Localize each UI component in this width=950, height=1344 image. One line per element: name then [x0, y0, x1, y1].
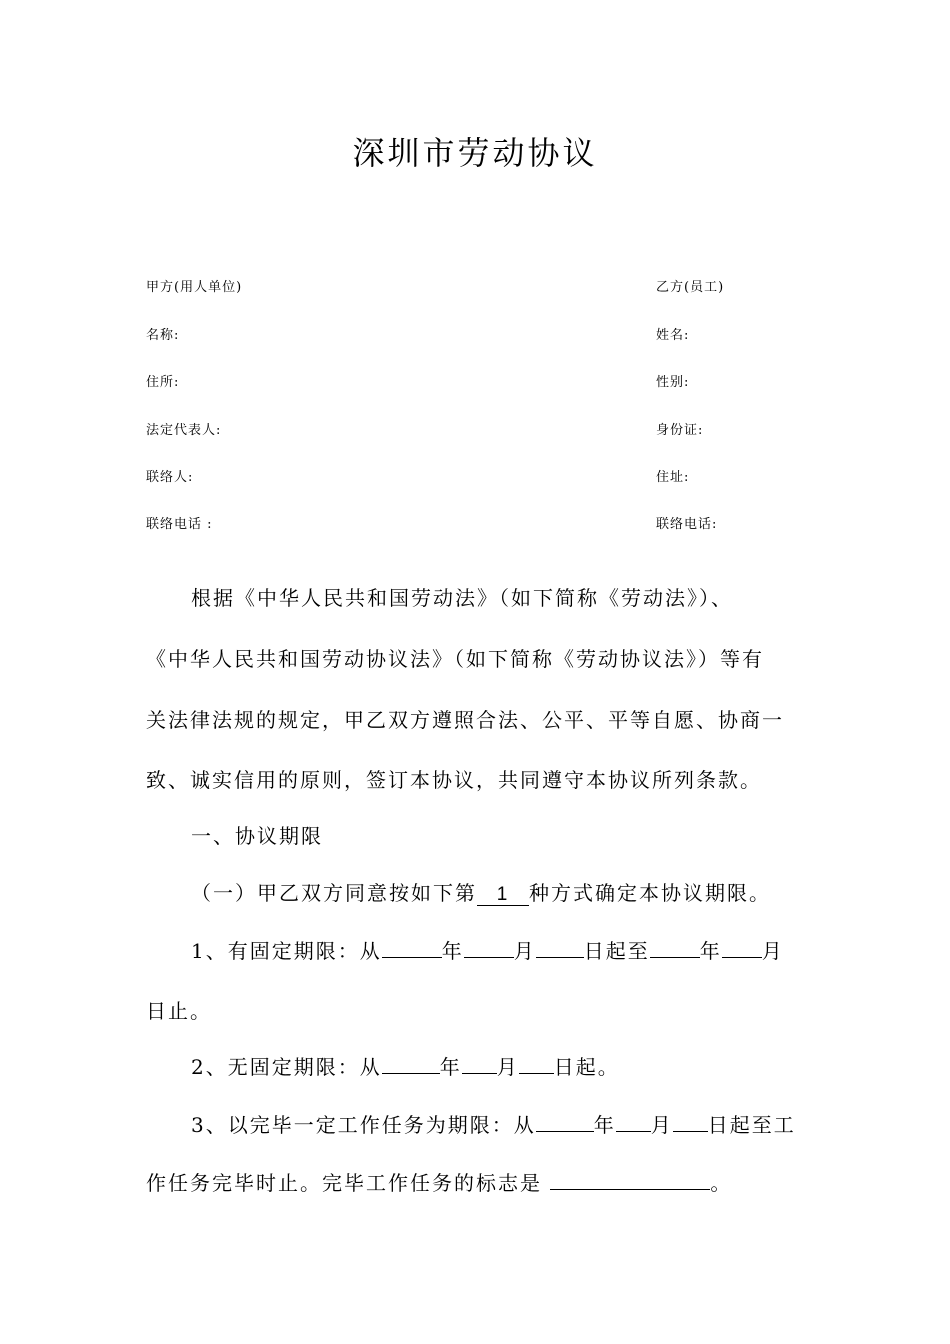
- task-completion-end: 。: [710, 1171, 733, 1195]
- document-title: 深圳市劳动协议: [352, 134, 598, 172]
- party-b-name-label: 姓名:: [656, 328, 690, 343]
- intro-line-3: 关法律法规的规定，甲乙双方遵照合法、公平、平等自愿、协商一: [146, 708, 784, 732]
- task-start-month-blank: [616, 1111, 651, 1132]
- task-start-day-blank: [673, 1111, 708, 1132]
- party-a-contact-label: 联络人:: [146, 470, 194, 485]
- open-year-label: 年: [439, 1055, 462, 1079]
- fixed-start-year-blank: [382, 937, 442, 958]
- party-b-gender-label: 性别:: [656, 375, 690, 390]
- party-b-id-label: 身份证:: [656, 423, 704, 438]
- intro-line-1: 根据《中华人民共和国劳动法》（如下简称《劳动法》）、: [191, 586, 733, 610]
- fixed-term-end: 日止。: [146, 999, 212, 1023]
- task-start-year-blank: [536, 1111, 594, 1132]
- task-term-line-2: [146, 1167, 732, 1196]
- task-completion-text: 作任务完毕时止。完毕工作任务的标志是: [146, 1171, 542, 1195]
- open-start-year-blank: [382, 1053, 440, 1074]
- party-a-address-label: 住所:: [146, 375, 180, 390]
- term-method-clause: [191, 877, 771, 906]
- term-method-value: 1: [477, 885, 529, 906]
- party-b-phone-label: 联络电话:: [656, 517, 718, 532]
- fixed-end-year-blank: [650, 937, 700, 958]
- fixed-year2-label: 年: [699, 939, 722, 963]
- open-end-label: 日起。: [553, 1055, 620, 1079]
- fixed-month2-label: 月: [761, 939, 784, 963]
- open-start-day-blank: [519, 1053, 554, 1074]
- fixed-month-label: 月: [513, 939, 536, 963]
- task-month-label: 月: [650, 1113, 673, 1137]
- fixed-start-month-blank: [464, 937, 514, 958]
- open-term-line: [191, 1051, 620, 1080]
- party-b-header: 乙方(员工): [656, 280, 725, 295]
- party-b-address-label: 住址:: [656, 470, 690, 485]
- party-a-phone-label: 联络电话 :: [146, 517, 213, 532]
- task-completion-blank: [550, 1169, 710, 1190]
- task-day-to-label: 日起至工: [707, 1113, 796, 1137]
- intro-line-4: 致、诚实信用的原则，签订本协议，共同遵守本协议所列条款。: [146, 768, 762, 792]
- fixed-start-day-blank: [536, 937, 584, 958]
- fixed-term-line: [191, 935, 784, 964]
- task-term-line: [191, 1109, 796, 1138]
- open-term-prefix: 2、无固定期限：从: [191, 1055, 382, 1079]
- open-start-month-blank: [462, 1053, 497, 1074]
- fixed-end-month-blank: [722, 937, 762, 958]
- fixed-year-label: 年: [441, 939, 464, 963]
- term-method-text-before: （一）甲乙双方同意按如下第: [191, 881, 477, 905]
- task-year-label: 年: [593, 1113, 616, 1137]
- intro-line-2: 《中华人民共和国劳动协议法》（如下简称《劳动协议法》）等有: [146, 647, 764, 671]
- task-term-prefix: 3、以完毕一定工作任务为期限：从: [191, 1113, 536, 1137]
- fixed-day-to-label: 日起至: [583, 939, 650, 963]
- party-a-name-label: 名称:: [146, 328, 180, 343]
- party-a-legal-rep-label: 法定代表人:: [146, 423, 222, 438]
- party-a-header: 甲方(用人单位): [146, 280, 243, 295]
- term-method-text-after: 种方式确定本协议期限。: [529, 881, 771, 905]
- fixed-term-prefix: 1、有固定期限：从: [191, 939, 382, 963]
- open-month-label: 月: [496, 1055, 519, 1079]
- section-1-heading: 一、协议期限: [191, 824, 323, 848]
